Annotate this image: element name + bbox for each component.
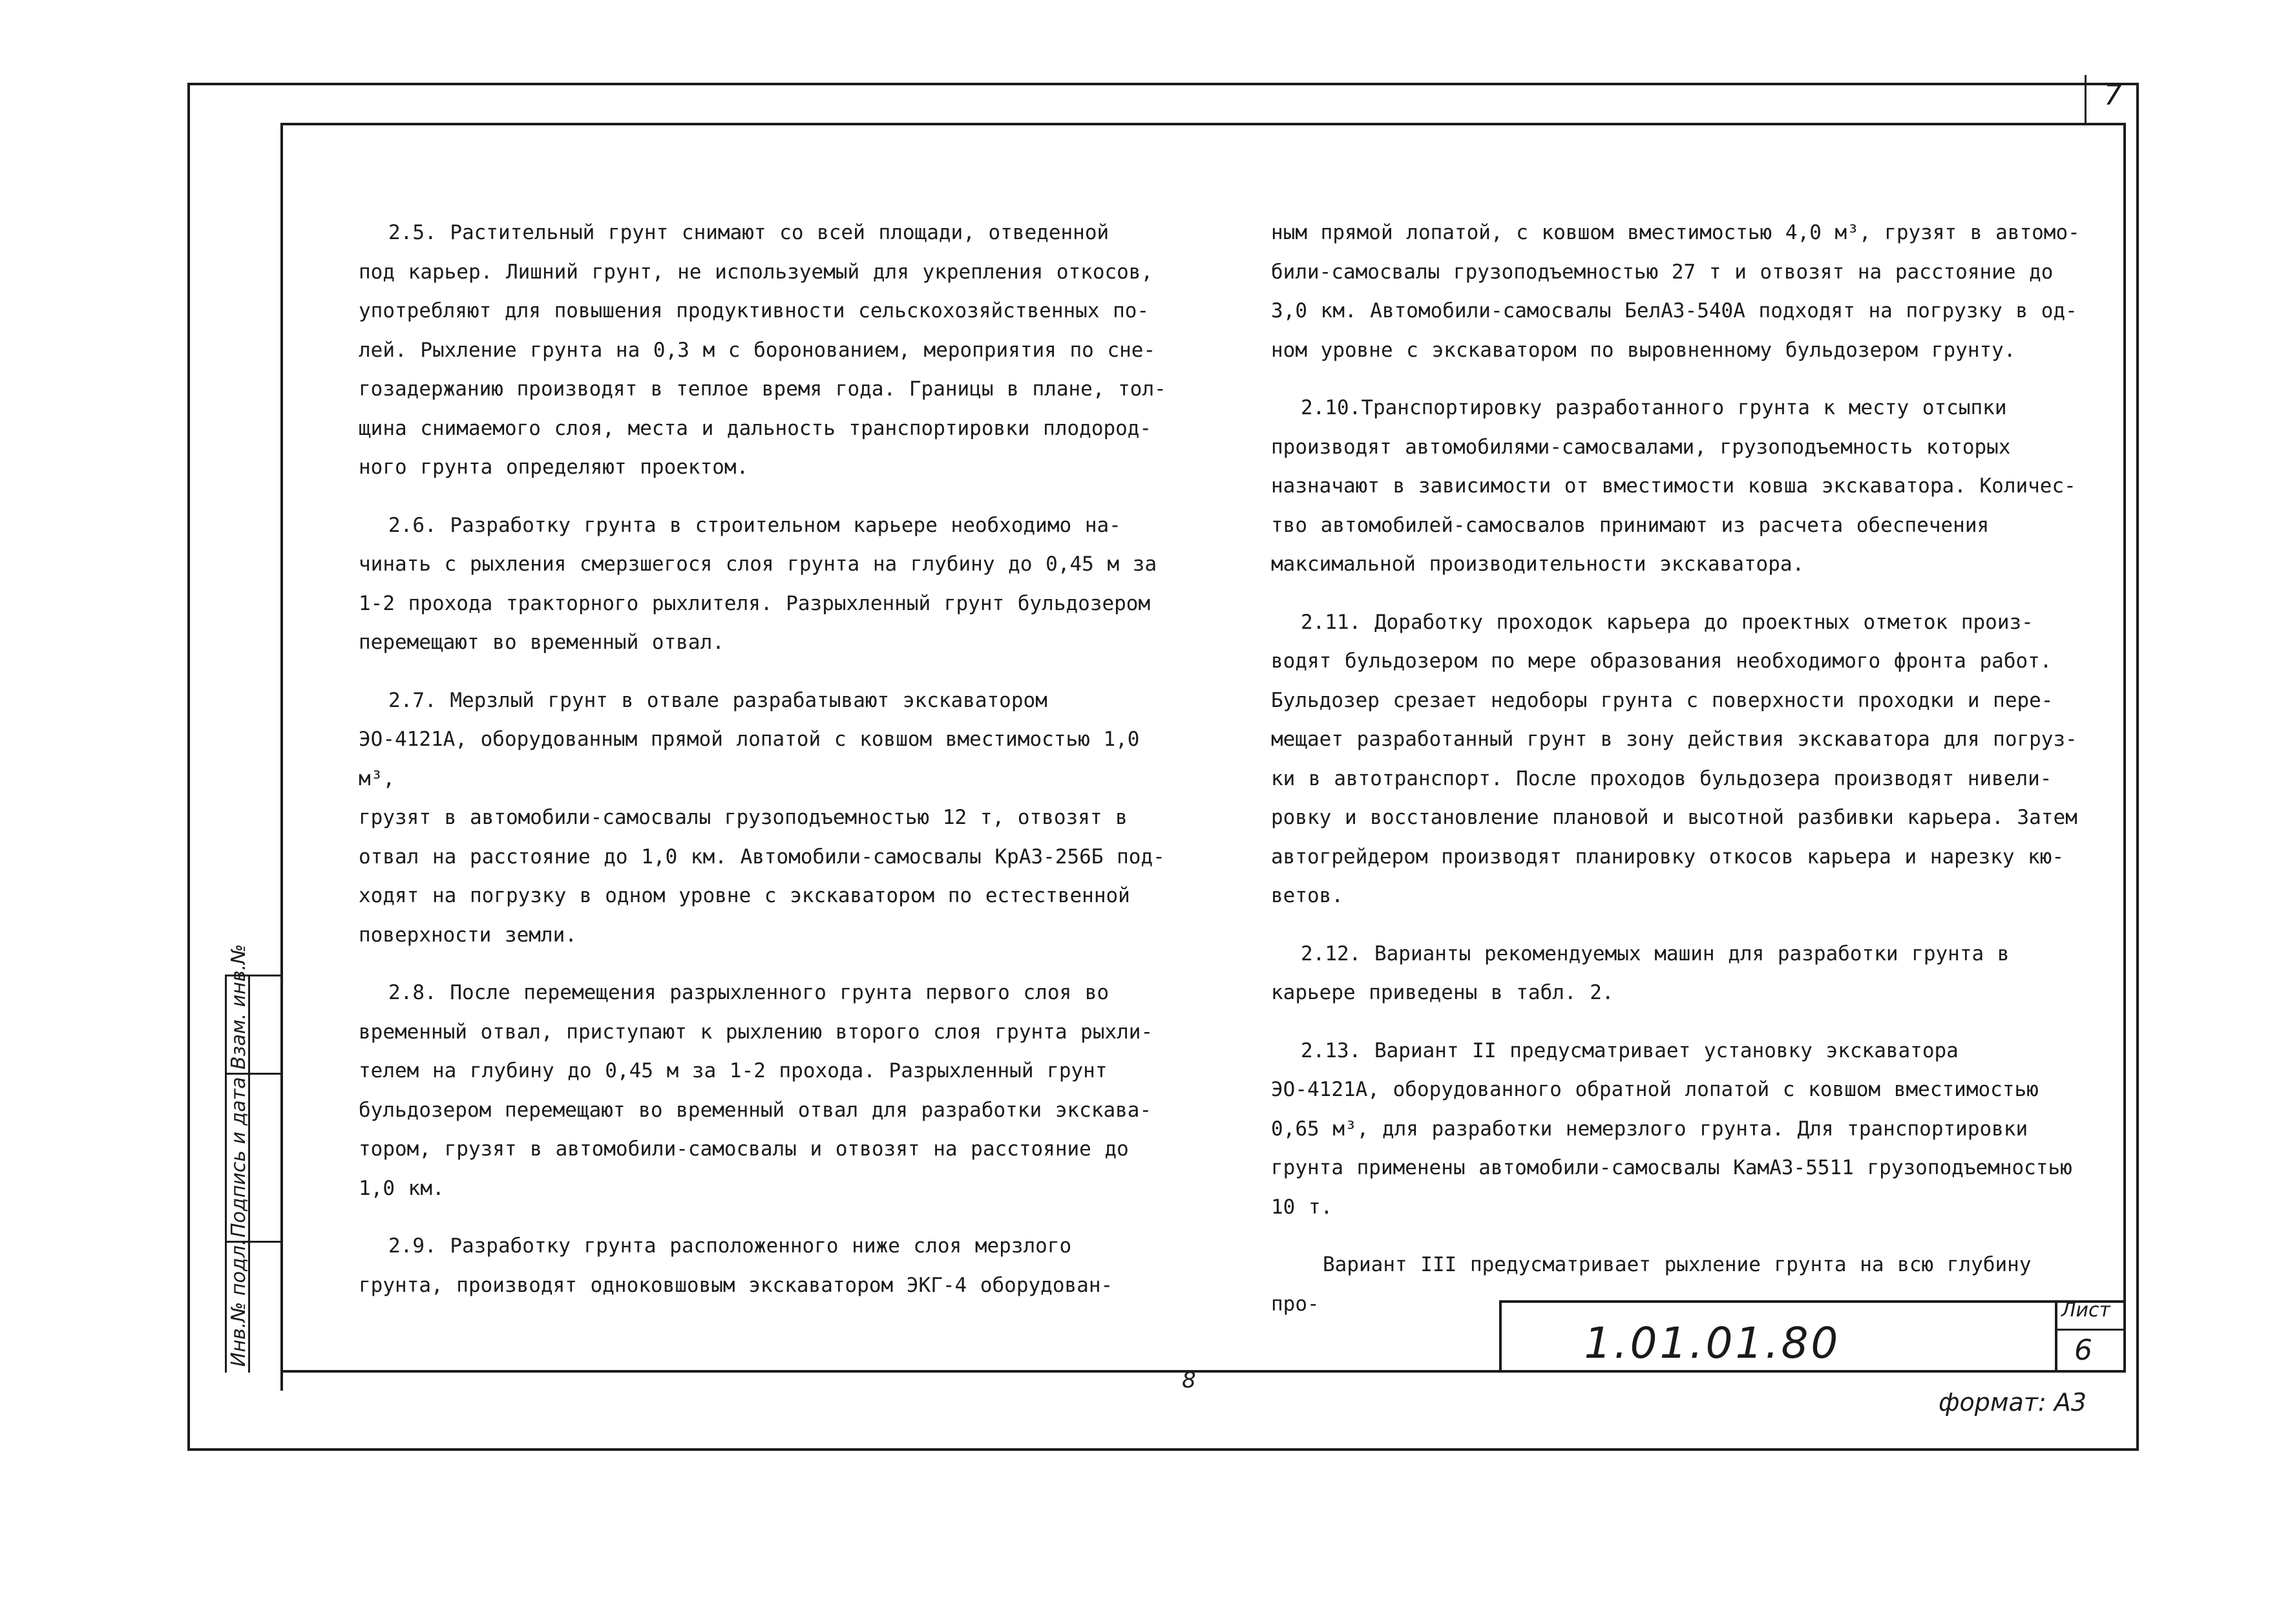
sheet-label: Лист xyxy=(2061,1299,2111,1322)
paragraph-2-9: 2.9. Разработку грунта расположенного ниже слоя мерзлого грунта, производят одноковшовым экскаватором ЭКГ-4 оборудован- xyxy=(359,1234,1113,1297)
side-stamp-vzam-inv: Взам. инв.№ xyxy=(227,944,250,1070)
outer-frame-bottom xyxy=(187,1448,2139,1451)
paragraph-2-13: 2.13. Вариант II предусматривает установку экскаватора ЭО-4121А, оборудованного обратной лопатой с ковшом вместимостью 0,65 м³, для разработки немерзлого грунта. Для транспортировки грунта применены автомобили-самосвалы КамАЗ-5511 грузоподъемностью 10 т. xyxy=(1271,1039,2072,1219)
outer-frame-right xyxy=(2136,83,2139,1450)
paragraph-2-12: 2.12. Варианты рекомендуемых машин для разработки грунта в карьере приведены в табл. 2. xyxy=(1271,942,2010,1004)
sheet-number: 6 xyxy=(2074,1334,2092,1367)
outer-frame-left xyxy=(187,83,190,1450)
title-block-sheet-divider xyxy=(2055,1300,2057,1371)
paragraph-variant-3: Вариант III предусматривает рыхление грунта на всю глубину про- xyxy=(1271,1253,2032,1316)
document-code: 1.01.01.80 xyxy=(1584,1318,1841,1368)
format-label: формат: А3 xyxy=(1939,1388,2087,1417)
corner-box-left xyxy=(2085,75,2087,125)
paragraph-2-10: 2.10.Транспортировку разработанного грунта к месту отсыпки производят автомобилями-самосвалами, грузоподъемность которых назначают в зависимости от вместимости ковша экскаватора. Количес- тво автомобилей-самосвалов принимают из расчета обеспечения максимальной производительности экскаватора. xyxy=(1271,396,2076,576)
paragraph-2-5: 2.5. Растительный грунт снимают со всей площади, отведенной под карьер. Лишний грунт, не используемый для укрепления откосов, употребляют для повышения продуктивности сельскохозяйственных по- лей. Рыхление грунта на 0,3 м с боронованием, мероприятия по сне- гозадержанию производят в теплое время года. Границы в плане, тол- щина снимаемого слоя, места и дальность транспортировки плодород- ного грунта определяют проектом. xyxy=(359,221,1166,479)
side-stamp-inv-podl: Инв.№ подл. xyxy=(227,1239,250,1367)
title-block-top xyxy=(1499,1300,2126,1303)
page-number: 8 xyxy=(1182,1367,1196,1393)
paragraph-2-9-continued: ным прямой лопатой, с ковшом вместимостью 4,0 м³, грузят в автомо- били-самосвалы грузоподъемностью 27 т и отвозят на расстояние до 3,0 км. Автомобили-самосвалы БелАЗ-540А подходят на погрузку в од- ном уровне с экскаватором по выровненному бульдозером грунту. xyxy=(1271,221,2080,362)
left-column xyxy=(359,213,1179,1323)
paragraph-2-6: 2.6. Разработку грунта в строительном карьере необходимо на- чинать с рыхления смерзшегося слоя грунта на глубину до 0,45 м за 1-2 прохода тракторного рыхлителя. Разрыхленный грунт бульдозером перемещают во временный отвал. xyxy=(359,513,1157,654)
right-column xyxy=(1271,213,2092,1342)
inner-frame-right xyxy=(2123,123,2126,1373)
inner-frame-left xyxy=(280,123,283,1391)
corner-number: 7 xyxy=(2104,79,2122,112)
outer-frame-top xyxy=(187,83,2139,85)
side-stamp-div-1 xyxy=(225,1073,283,1075)
paragraph-2-11: 2.11. Доработку проходок карьера до проектных отметок произ- водят бульдозером по мере образования необходимого фронта работ. Бульдозер срезает недоборы грунта с поверхности проходки и пере- мещает разработанный грунт в зону действия экскаватора для погруз- ки в автотранспорт. После проходов бульдозера производят нивели- ровку и восстановление плановой и высотной разбивки карьера. Затем автогрейдером производят планировку откосов карьера и нарезку кю- ветов. xyxy=(1271,610,2077,907)
title-block-sheet-hline xyxy=(2055,1329,2126,1331)
side-stamp-outer-left xyxy=(225,975,227,1373)
inner-frame-top xyxy=(280,123,2126,125)
title-block-left xyxy=(1499,1300,1502,1371)
side-stamp-podpis-data: Подпись и дата xyxy=(227,1077,250,1238)
paragraph-2-8: 2.8. После перемещения разрыхленного грунта первого слоя во временный отвал, приступают к рыхлению второго слоя грунта рыхли- телем на глубину до 0,45 м за 1-2 прохода. Разрыхленный грунт бульдозером перемещают во временный отвал для разработки экскава- тором, грузят в автомобили-самосвалы и отвозят на расстояние до 1,0 км. xyxy=(359,981,1153,1200)
paragraph-2-7: 2.7. Мерзлый грунт в отвале разрабатывают экскаватором ЭО-4121А, оборудованным прямой лопатой с ковшом вместимостью 1,0 м³, грузят в автомобили-самосвалы грузоподъемностью 12 т, отвозят в отвал на расстояние до 1,0 км. Автомобили-самосвалы КрАЗ-256Б под- ходят на погрузку в одном уровне с экскаватором по естественной поверхности земли. xyxy=(359,688,1165,947)
